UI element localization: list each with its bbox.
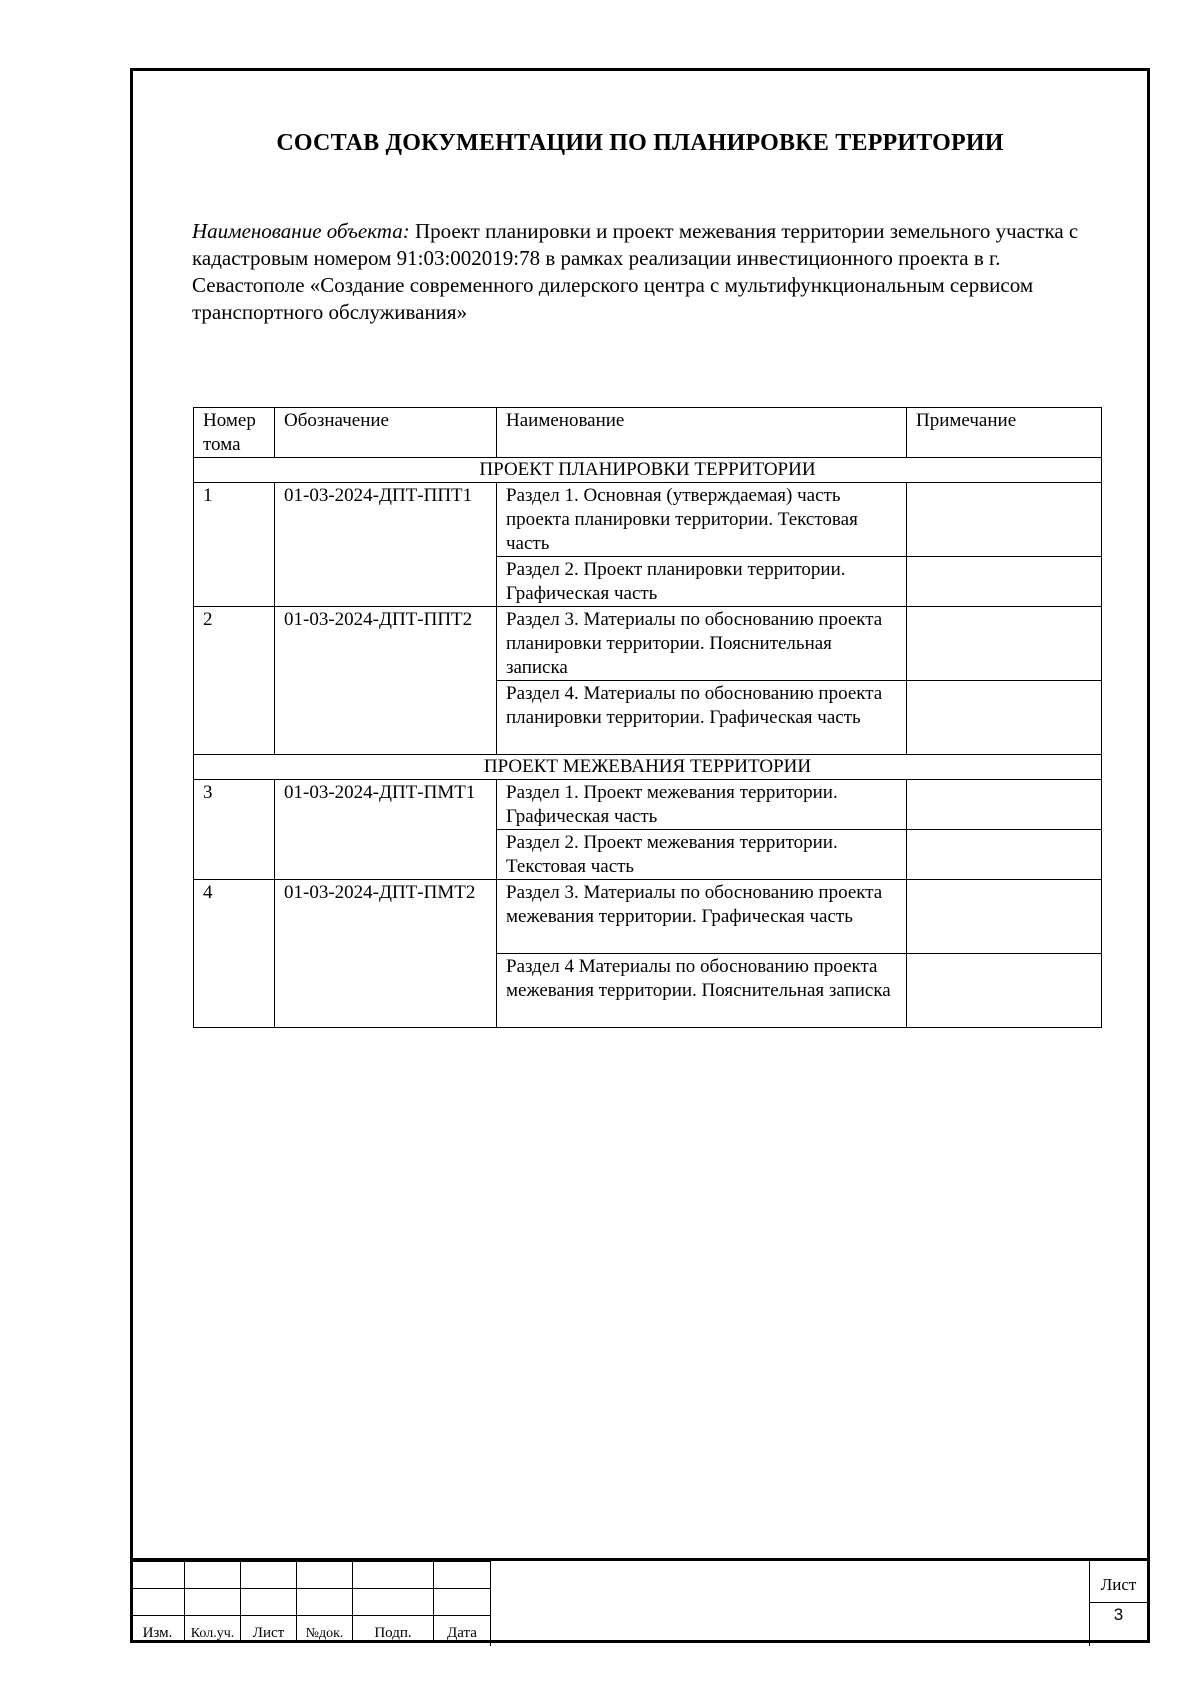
part-name: Раздел 4. Материалы по обоснованию проекта планировки территории. Графическая часть bbox=[497, 681, 907, 755]
revision-cell bbox=[297, 1589, 353, 1616]
stamp-col-quantity: Кол.уч. bbox=[185, 1616, 241, 1643]
revision-cell bbox=[131, 1589, 185, 1616]
part-note bbox=[907, 780, 1102, 830]
volume-number: 3 bbox=[194, 780, 275, 880]
revision-cell bbox=[353, 1562, 434, 1589]
volume-number: 1 bbox=[194, 483, 275, 607]
title-block-main-field bbox=[490, 1561, 1090, 1646]
section-row-surveying bbox=[194, 755, 1102, 780]
revision-cell bbox=[241, 1589, 297, 1616]
title-block bbox=[130, 1558, 1150, 1646]
section-row-planning bbox=[194, 458, 1102, 483]
stamp-col-doc-number: №док. bbox=[297, 1616, 353, 1643]
stamp-col-signature: Подп. bbox=[353, 1616, 434, 1643]
part-name: Раздел 3. Материалы по обоснованию проекта планировки территории. Пояснительная записка bbox=[497, 607, 907, 681]
part-note bbox=[907, 557, 1102, 607]
composition-table bbox=[193, 407, 1102, 1028]
document-title: СОСТАВ ДОКУМЕНТАЦИИ ПО ПЛАНИРОВКЕ ТЕРРИТОРИИ bbox=[276, 130, 1004, 156]
stamp-col-change: Изм. bbox=[131, 1616, 185, 1643]
header-note: Примечание bbox=[907, 408, 1102, 458]
revision-cell bbox=[241, 1562, 297, 1589]
volume-code: 01-03-2024-ДПТ-ППТ1 bbox=[275, 483, 497, 607]
part-note bbox=[907, 954, 1102, 1028]
section-title-surveying: ПРОЕКТ МЕЖЕВАНИЯ ТЕРРИТОРИИ bbox=[194, 755, 1102, 780]
part-note bbox=[907, 830, 1102, 880]
volume-code: 01-03-2024-ДПТ-ППТ2 bbox=[275, 607, 497, 755]
revision-cell bbox=[185, 1562, 241, 1589]
part-name: Раздел 1. Проект межевания территории. Графическая часть bbox=[497, 780, 907, 830]
stamp-col-sheet: Лист bbox=[241, 1616, 297, 1643]
table-row bbox=[194, 780, 1102, 830]
part-name: Раздел 4 Материалы по обоснованию проекта межевания территории. Пояснительная записка bbox=[497, 954, 907, 1028]
volume-number: 4 bbox=[194, 880, 275, 1028]
object-text: Проект планировки и проект межевания территории земельного участка с кадастровым номером 91:03:002019:78 в рамках реализации инвестиционного проекта в г. Севастополе «Создание современного дилерского центра с мультифункциональным сервисом транспортного обслуживания» bbox=[192, 219, 1079, 324]
part-note bbox=[907, 681, 1102, 755]
part-name: Раздел 1. Основная (утверждаемая) часть проекта планировки территории. Текстовая часть bbox=[497, 483, 907, 557]
volume-number: 2 bbox=[194, 607, 275, 755]
volume-code: 01-03-2024-ДПТ-ПМТ1 bbox=[275, 780, 497, 880]
header-volume-number: Номер тома bbox=[194, 408, 275, 458]
header-designation: Обозначение bbox=[275, 408, 497, 458]
part-name: Раздел 2. Проект планировки территории. Графическая часть bbox=[497, 557, 907, 607]
part-note bbox=[907, 607, 1102, 681]
table-header-row bbox=[194, 408, 1102, 458]
object-label: Наименование объекта: bbox=[192, 219, 410, 243]
revision-table bbox=[130, 1561, 491, 1643]
part-note bbox=[907, 880, 1102, 954]
table-row bbox=[194, 880, 1102, 954]
part-name: Раздел 3. Материалы по обоснованию проекта межевания территории. Графическая часть bbox=[497, 880, 907, 954]
section-title-planning: ПРОЕКТ ПЛАНИРОВКИ ТЕРРИТОРИИ bbox=[194, 458, 1102, 483]
part-name: Раздел 2. Проект межевания территории. Текстовая часть bbox=[497, 830, 907, 880]
revision-cell bbox=[434, 1589, 491, 1616]
revision-cell bbox=[353, 1589, 434, 1616]
header-name: Наименование bbox=[497, 408, 907, 458]
volume-code: 01-03-2024-ДПТ-ПМТ2 bbox=[275, 880, 497, 1028]
part-note bbox=[907, 483, 1102, 557]
table-row bbox=[194, 607, 1102, 681]
stamp-col-date: Дата bbox=[434, 1616, 491, 1643]
object-description bbox=[192, 218, 1092, 326]
revision-cell bbox=[185, 1589, 241, 1616]
revision-cell bbox=[131, 1562, 185, 1589]
revision-cell bbox=[434, 1562, 491, 1589]
table-row bbox=[194, 483, 1102, 557]
revision-cell bbox=[297, 1562, 353, 1589]
sheet-label: Лист bbox=[1090, 1561, 1147, 1603]
sheet-number: 3 bbox=[1113, 1605, 1124, 1624]
